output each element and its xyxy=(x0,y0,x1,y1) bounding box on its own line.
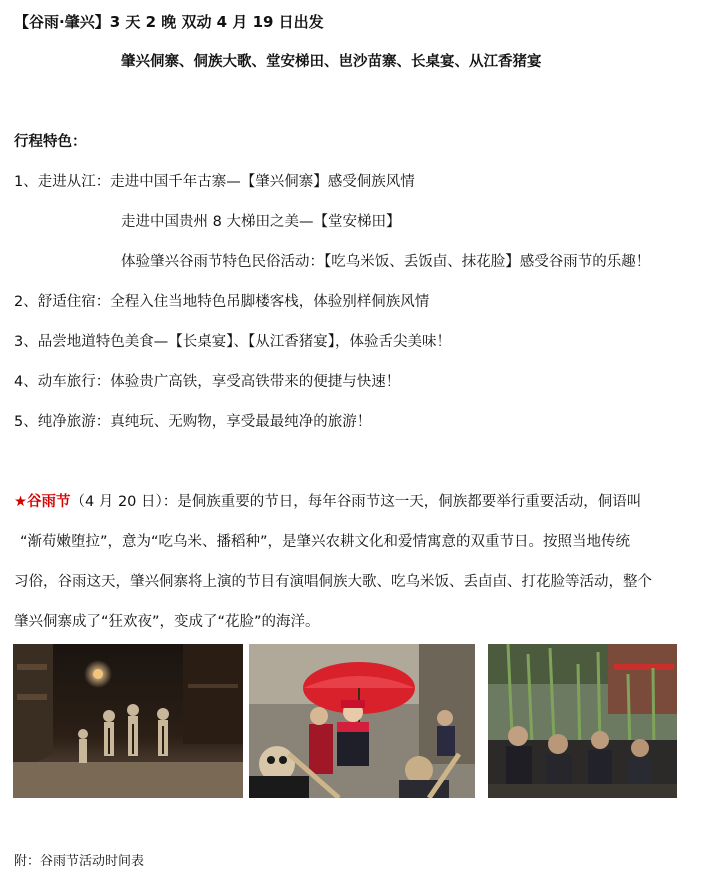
festival-paragraph-line: 肇兴侗寨成了“狂欢夜”，变成了“花脸”的海洋。 xyxy=(14,614,320,630)
feature-item: 5、纯净旅游：真纯玩、无购物，享受最最纯净的旅游！ xyxy=(14,414,372,430)
feature-item: 2、舒适住宿：全程入住当地特色吊脚楼客栈，体验别样侗族风情 xyxy=(14,294,430,310)
festival-paragraph-line xyxy=(14,492,641,512)
features-heading: 行程特色： xyxy=(14,134,87,150)
festival-paragraph-line: 习俗，谷雨这天，肇兴侗寨将上演的节目有演唱侗族大歌、吃乌米饭、丢卣卣、打花脸等活动，整个 xyxy=(14,574,652,590)
festival-photo-red-umbrella xyxy=(249,644,475,798)
festival-line-text: （4 月 20 日）：是侗族重要的节日，每年谷雨节这一天，侗族都要举行重要活动，侗语叫 xyxy=(70,494,642,510)
festival-photo-night-parade xyxy=(13,644,243,798)
festival-paragraph-line: “渐苟嫩堕拉”，意为“吃乌米、播稻种”，是肇兴农耕文化和爱情寓意的双重节日。按照当地传统 xyxy=(20,534,631,550)
festival-star-label: ★谷雨节 xyxy=(14,494,71,510)
footnote: 附：谷雨节活动时间表 xyxy=(14,854,145,869)
festival-photo-lusheng-performers xyxy=(488,644,677,798)
feature-item: 1、走进从江：走进中国千年古寨—【肇兴侗寨】感受侗族风情 xyxy=(14,174,415,190)
feature-item: 走进中国贵州 8 大梯田之美—【堂安梯田】 xyxy=(121,214,401,230)
feature-item: 3、品尝地道特色美食—【长桌宴】、【从江香猪宴】，体验舌尖美味！ xyxy=(14,334,451,350)
itinerary-title: 【谷雨·肇兴】3 天 2 晚 双动 4 月 19 日出发 xyxy=(14,13,324,31)
feature-item: 4、动车旅行：体验贵广高铁，享受高铁带来的便捷与快速！ xyxy=(14,374,401,390)
feature-item: 体验肇兴谷雨节特色民俗活动：【吃乌米饭、丢饭卣、抹花脸】感受谷雨节的乐趣！ xyxy=(121,254,651,270)
itinerary-subtitle: 肇兴侗寨、侗族大歌、堂安梯田、岜沙苗寨、长桌宴、从江香猪宴 xyxy=(121,54,542,70)
